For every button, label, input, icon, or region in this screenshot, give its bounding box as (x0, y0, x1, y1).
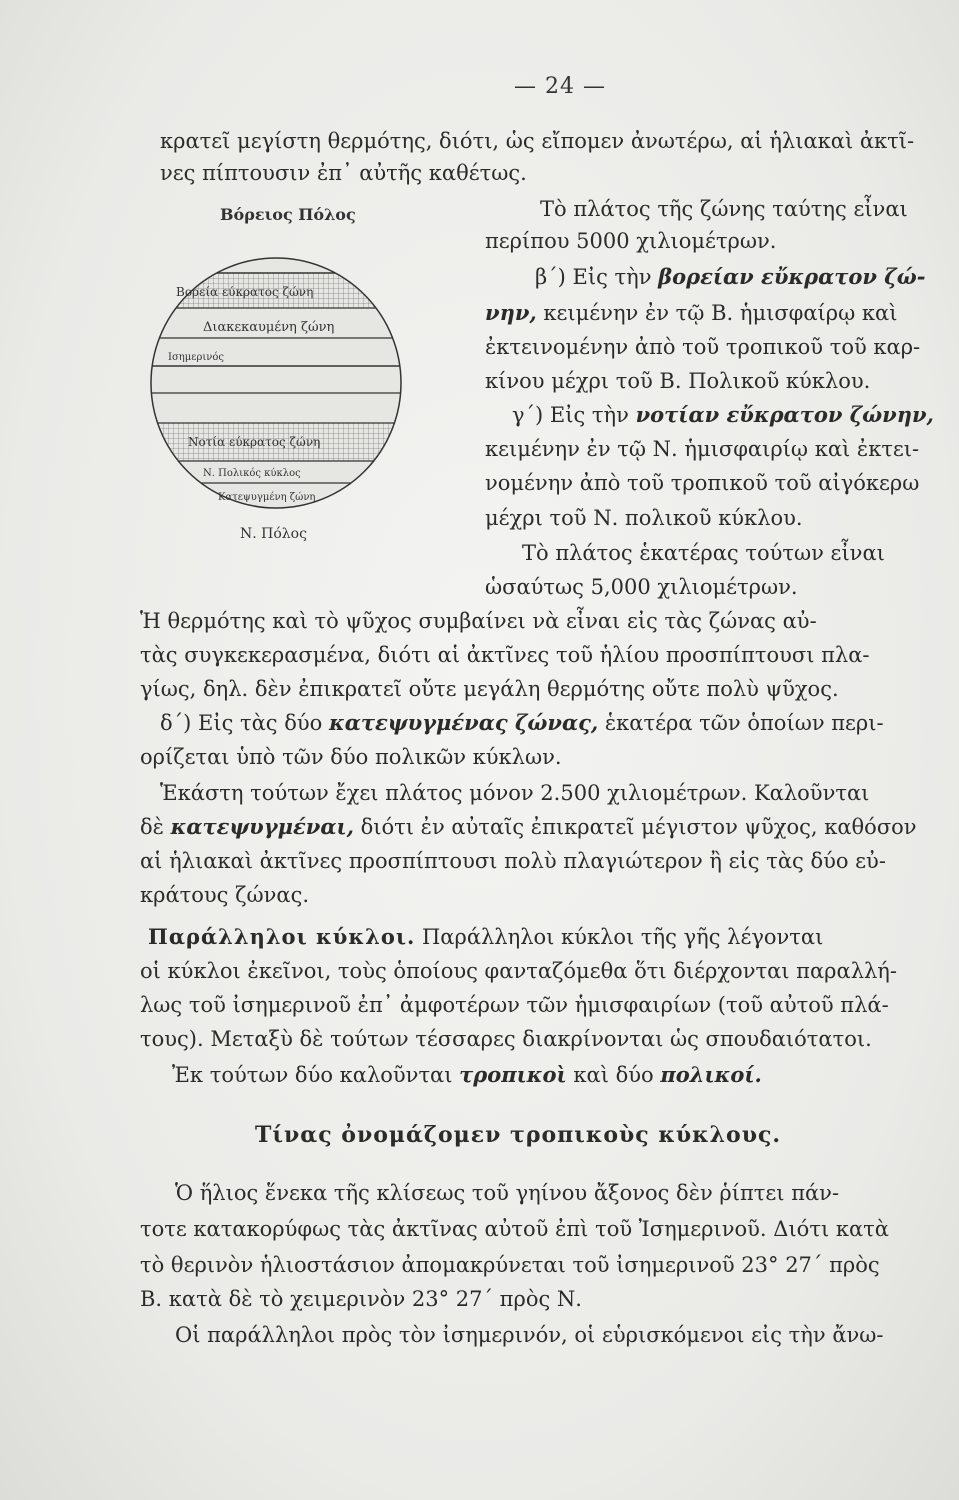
text-line: τὰς συγκεκερασμένα, διότι αἱ ἀκτῖνες τοῦ ἡλίου προσπίπτουσι πλα- (140, 643, 870, 667)
text-line: κειμένην ἐν τῷ Ν. ἡμισφαιρίῳ καὶ ἐκτει- (485, 437, 920, 461)
text-line: γίως, δηλ. δὲν ἐπικρατεῖ οὔτε μεγάλη θερμότης οὔτε πολὺ ψῦχος. (140, 677, 839, 701)
text-line: Οἱ παράλληλοι πρὸς τὸν ἰσημερινόν, οἱ εὑρισκόμενοι εἰς τὴν ἄνω- (175, 1323, 884, 1347)
text-line: Β. κατὰ δὲ τὸ χειμερινὸν 23° 27΄ πρὸς Ν. (140, 1287, 582, 1311)
text-line: νες πίπτουσιν ἐπ᾿ αὐτῆς καθέτως. (160, 161, 527, 185)
text-line: κρατεῖ μεγίστη θερμότης, διότι, ὡς εἴπομεν ἀνωτέρω, αἱ ἡλιακαὶ ἀκτῖ- (160, 129, 915, 153)
text-line: β΄) Εἰς τὴν βορείαν εὔκρατον ζώ- (535, 264, 926, 289)
section-tropics-heading: Τίνας ὀνομάζομεν τροπικοὺς κύκλους. (255, 1122, 782, 1148)
text-line: Παράλληλοι κύκλοι. Παράλληλοι κύκλοι τῆς γῆς λέγονται (148, 924, 824, 949)
text-line: Ἑκάστη τούτων ἔχει πλάτος μόνον 2.500 χιλιομέτρων. Καλοῦνται (160, 781, 870, 805)
text-line: δ΄) Εἰς τὰς δύο κατεψυγμένας ζώνας, ἑκατέρα τῶν ὁποίων περι- (160, 710, 884, 735)
text-line: γ΄) Εἰς τὴν νοτίαν εὔκρατον ζώνην, (512, 402, 934, 427)
text-line: ὡσαύτως 5,000 χιλιομέτρων. (485, 575, 798, 599)
text-line: μέχρι τοῦ Ν. πολικοῦ κύκλου. (485, 506, 803, 530)
text-line: τὸ θερινὸν ἡλιοστάσιον ἀπομακρύνεται τοῦ ἰσημερινοῦ 23° 27΄ πρὸς (140, 1253, 880, 1277)
text-line: κίνου μέχρι τοῦ Β. Πολικοῦ κύκλου. (485, 369, 871, 393)
fig-zone-south-temperate: Νοτία εύκρατος ζώνη (188, 435, 321, 449)
text-line: δὲ κατεψυγμέναι, διότι ἐν αὐταῖς ἐπικρατεῖ μέγιστον ψῦχος, καθόσον (140, 814, 917, 839)
fig-south-frigid: Κατεψυγμένη ζώνη (218, 492, 316, 503)
text-line: τοτε κατακορύφως τὰς ἀκτῖνας αὐτοῦ ἐπὶ τοῦ Ἰσημερινοῦ. Διότι κατὰ (140, 1217, 889, 1241)
term-south-temperate: νοτίαν εὔκρατον ζώνην, (635, 402, 934, 427)
section-parallels-title: Παράλληλοι κύκλοι. (148, 924, 416, 949)
text-line: λως τοῦ ἰσημερινοῦ ἐπ᾿ ἀμφοτέρων τῶν ἡμισφαιρίων (τοῦ αὐτοῦ πλά- (140, 993, 889, 1017)
term-polar: πολικοί. (660, 1062, 762, 1087)
text-line: Ὁ ἥλιος ἕνεκα τῆς κλίσεως τοῦ γηίνου ἄξονος δὲν ῥίπτει πάν- (175, 1181, 840, 1205)
text-line: νομένην ἀπὸ τοῦ τροπικοῦ τοῦ αἰγόκερω (485, 471, 920, 495)
term-tropics: τροπικοὶ (459, 1062, 567, 1087)
fig-north-pole: Βόρειος Πόλος (220, 205, 356, 224)
text-line: Τὸ πλάτος τῆς ζώνης ταύτης εἶναι (540, 197, 908, 221)
text-line: τους). Μεταξὺ δὲ τούτων τέσσαρες διακρίνονται ὡς σπουδαιότατοι. (140, 1027, 872, 1051)
term-frigid: κατεψυγμέναι, (170, 814, 354, 839)
fig-equator: Ισημερινός (168, 352, 224, 363)
term-north-temperate: βορείαν εὔκρατον ζώ- (658, 264, 926, 289)
text-line: Τὸ πλάτος ἑκατέρας τούτων εἶναι (522, 541, 885, 565)
text-line: οἱ κύκλοι ἐκεῖνοι, τοὺς ὁποίους φανταζόμεθα ὅτι διέρχονται παραλλή- (140, 959, 897, 983)
zones-figure (148, 188, 438, 573)
text-line: ορίζεται ὑπὸ τῶν δύο πολικῶν κύκλων. (140, 745, 562, 769)
fig-zone-north-temperate: Βορεία εύκρατος ζώνη (176, 285, 314, 299)
page-number: — 24 — (514, 74, 606, 99)
text-line: Ἡ θερμότης καὶ τὸ ψῦχος συμβαίνει νὰ εἶναι εἰς τὰς ζώνας αὐ- (140, 609, 817, 633)
text-line: αἱ ἡλιακαὶ ἀκτῖνες προσπίπτουσι πολὺ πλαγιώτερον ἢ εἰς τὰς δύο εὐ- (140, 849, 886, 873)
fig-south-pole: Ν. Πόλος (240, 526, 307, 542)
text-line: περίπου 5000 χιλιομέτρων. (485, 229, 777, 253)
text-line: νην, κειμένην ἐν τῷ Β. ἡμισφαίρῳ καὶ (485, 300, 898, 325)
fig-south-circle: Ν. Πολικός κύκλος (203, 468, 301, 479)
globe-illustration (148, 188, 438, 573)
term-frigid-zones: κατεψυγμένας ζώνας, (329, 710, 599, 735)
text-line: ἐκτεινομένην ἀπὸ τοῦ τροπικοῦ τοῦ καρ- (485, 335, 921, 359)
text-line: Ἐκ τούτων δύο καλοῦνται τροπικοὶ καὶ δύο πολικοί. (172, 1062, 762, 1087)
fig-zone-torrid: Διακεκαυμένη ζώνη (203, 320, 335, 335)
text-line: κράτους ζώνας. (140, 883, 310, 907)
